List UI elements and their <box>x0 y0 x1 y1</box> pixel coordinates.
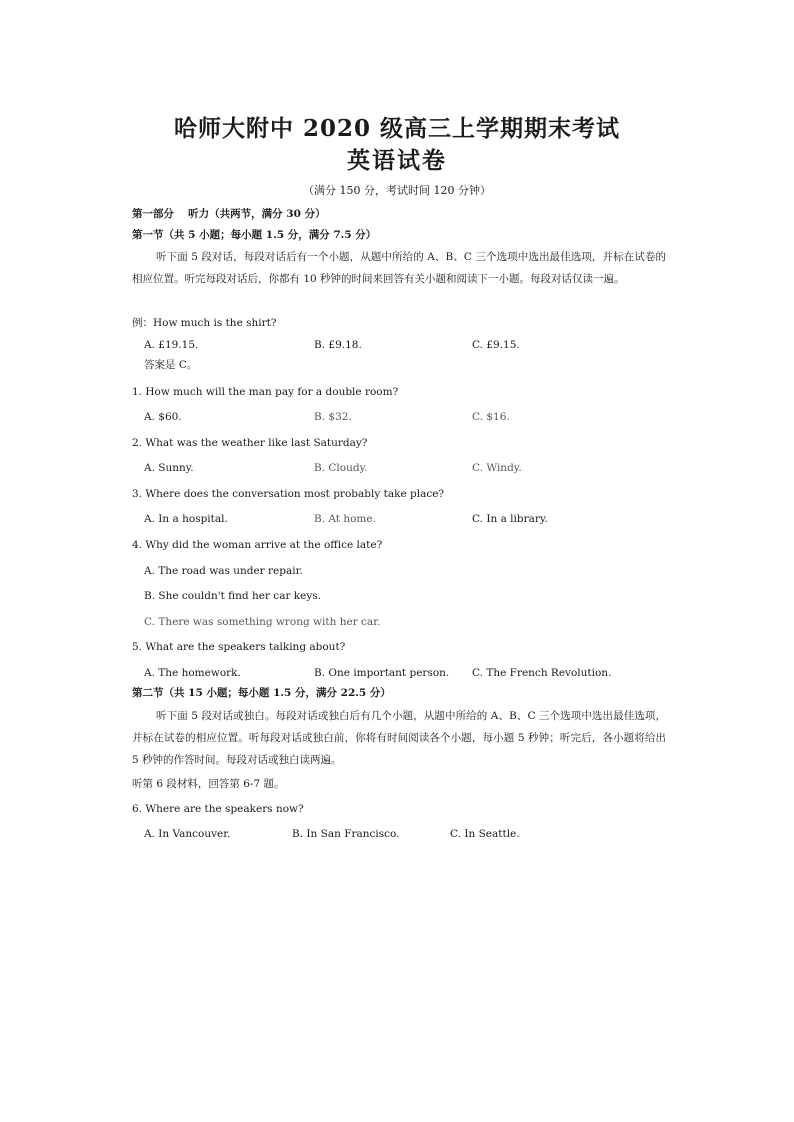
section1-heading: 第一节（共 5 小题；每小题 1.5 分，满分 7.5 分） <box>132 229 377 241</box>
q6-option-c: C. In Seattle. <box>450 828 520 840</box>
example-answer: 答案是 C。 <box>144 359 198 371</box>
exam-note: （满分 150 分，考试时间 120 分钟） <box>303 184 491 197</box>
q4-option-c: C. There was something wrong with her car. <box>144 616 381 628</box>
q2-option-c: C. Windy. <box>472 462 522 474</box>
q2-option-b: B. Cloudy. <box>314 462 368 474</box>
q3-option-b: B. At home. <box>314 513 376 525</box>
q3-option-a: A. In a hospital. <box>144 513 228 525</box>
q1-option-c: C. $16. <box>472 411 510 423</box>
section2-material-note: 听第 6 段材料，回答第 6-7 题。 <box>132 778 285 790</box>
question-2: 2. What was the weather like last Saturday? <box>132 437 368 449</box>
question-3: 3. Where does the conversation most probably take place? <box>132 488 445 500</box>
exam-subject: 英语试卷 <box>347 147 447 174</box>
section1-instructions: 听下面 5 段对话，每段对话后有一个小题，从题中所给的 A、B、C 三个选项中选出最佳选项，并标在试卷的相应位置。听完每段对话后，你都有 10 秒钟的时间来回答有关小题和阅读下一小题。每段对话仅读一遍。 <box>132 251 666 285</box>
q5-option-c: C. The French Revolution. <box>472 667 612 679</box>
example-question: 例：How much is the shirt? <box>132 317 277 329</box>
q5-option-b: B. One important person. <box>314 667 450 679</box>
q5-option-a: A. The homework. <box>144 667 241 679</box>
exam-title: 哈师大附中 2020 级高三上学期期末考试 <box>173 115 621 142</box>
q6-option-b: B. In San Francisco. <box>292 828 400 840</box>
question-4: 4. Why did the woman arrive at the office late? <box>132 539 383 551</box>
q1-option-a: A. $60. <box>144 411 182 423</box>
section2-instructions: 听下面 5 段对话或独白。每段对话或独白后有几个小题，从题中所给的 A、B、C 三个选项中选出最佳选项，并标在试卷的相应位置。听每段对话或独白前，你将有时间阅读各个小题，每小题 5 秒钟；听完后，各小题将给出 5 秒钟的作答时间。每段对话或独白读两遍。 <box>132 710 666 766</box>
question-5: 5. What are the speakers talking about? <box>132 641 346 653</box>
q6-option-a: A. In Vancouver. <box>144 828 231 840</box>
part1-heading: 第一部分 听力（共两节，满分 30 分） <box>132 208 326 220</box>
example-option-a: A. £19.15. <box>144 339 199 351</box>
question-1: 1. How much will the man pay for a double room? <box>132 386 399 398</box>
q3-option-c: C. In a library. <box>472 513 548 525</box>
q2-option-a: A. Sunny. <box>144 462 194 474</box>
example-option-c: C. £9.15. <box>472 339 520 351</box>
q4-option-a: A. The road was under repair. <box>144 565 303 577</box>
example-option-b: B. £9.18. <box>314 339 362 351</box>
q1-option-b: B. $32. <box>314 411 352 423</box>
section2-heading: 第二节（共 15 小题；每小题 1.5 分，满分 22.5 分） <box>132 687 391 699</box>
q4-option-b: B. She couldn't find her car keys. <box>144 590 322 602</box>
question-6: 6. Where are the speakers now? <box>132 803 304 815</box>
